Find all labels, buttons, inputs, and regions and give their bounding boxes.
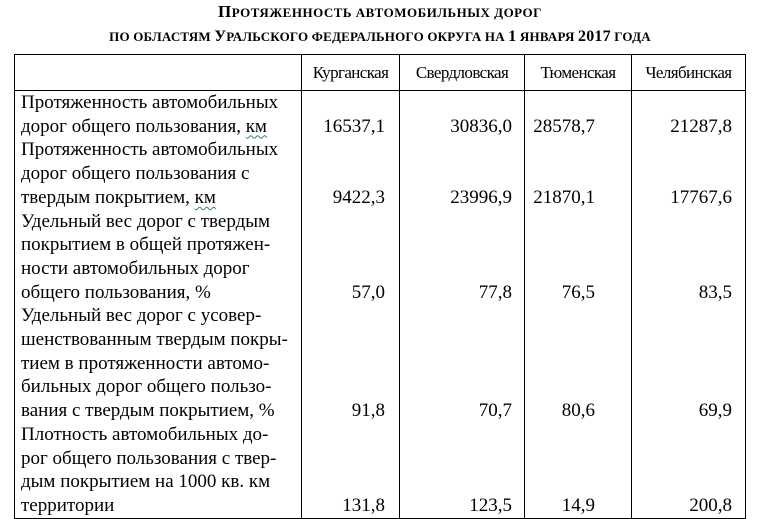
row-label-line: Протяженность автомобильных <box>21 92 279 113</box>
row-label-line: ности автомобильных дорог <box>21 257 250 279</box>
title-part-a: ПО ОБЛАСТЯМ <box>109 29 215 44</box>
row-label-line: бильных дорог общего пользо- <box>21 376 272 398</box>
column-header: Свердловская <box>400 55 525 91</box>
row-unit: км <box>194 186 216 208</box>
row-label-line: шенствованным твердым покры- <box>21 329 288 351</box>
table-cell: 91,8 <box>302 304 400 423</box>
table-cell: 28578,7 <box>525 91 632 139</box>
row-label-line: дым покрытием на 1000 кв. км <box>21 471 271 493</box>
row-label <box>15 91 302 139</box>
table-row <box>15 91 746 139</box>
table-cell: 77,8 <box>400 210 525 305</box>
table-row <box>15 210 746 305</box>
table-cell: 23996,9 <box>400 138 525 209</box>
title-month: ЯНВАРЯ <box>516 29 579 44</box>
row-label-line: Удельный вес дорог с твердым <box>21 210 271 232</box>
title-day: 1 <box>508 28 517 45</box>
row-label-text: территории <box>21 494 115 516</box>
table-body <box>15 91 746 519</box>
table-cell: 69,9 <box>632 304 746 423</box>
title-year: 2017 <box>578 28 611 45</box>
title-end: ГОДА <box>610 29 651 44</box>
table-cell: 16537,1 <box>302 91 400 139</box>
table-cell: 17767,6 <box>632 138 746 209</box>
row-label-line <box>21 115 299 139</box>
table-cell: 131,8 <box>302 423 400 518</box>
title-initial: П <box>218 2 232 21</box>
row-label-line: Плотность автомобильных до- <box>21 423 269 445</box>
title-line-2 <box>0 25 760 49</box>
row-unit: км <box>245 115 267 137</box>
table-row <box>15 423 746 518</box>
table-cell: 14,9 <box>525 423 632 518</box>
column-header: Тюменская <box>525 55 632 91</box>
title-line-1 <box>0 0 760 25</box>
row-label-line <box>21 494 299 518</box>
row-label-text: общего пользования, % <box>21 281 211 303</box>
table-cell: 30836,0 <box>400 91 525 139</box>
page-title <box>0 0 760 49</box>
row-label-line: рог общего пользования с твер- <box>21 447 277 469</box>
table-row <box>15 304 746 423</box>
row-label-line: Удельный вес дорог с усовер- <box>21 305 262 327</box>
row-label-line: Протяженность автомобильных <box>21 139 279 161</box>
header-corner <box>15 55 302 91</box>
title-rest: РОТЯЖЕННОСТЬ АВТОМОБИЛЬНЫХ ДОРОГ <box>231 5 542 20</box>
row-label <box>15 423 302 518</box>
row-label-line <box>21 281 299 305</box>
table-cell: 80,6 <box>525 304 632 423</box>
table-cell: 70,7 <box>400 304 525 423</box>
row-label-text: твердым покрытием, <box>21 186 195 208</box>
table-cell: 83,5 <box>632 210 746 305</box>
header-row <box>15 55 746 91</box>
column-header: Челябинская <box>632 55 746 91</box>
table-cell: 57,0 <box>302 210 400 305</box>
row-label-line <box>21 399 299 423</box>
table-row <box>15 138 746 209</box>
table-cell: 21287,8 <box>632 91 746 139</box>
row-label-text: вания с твердым покрытием, % <box>21 400 275 422</box>
column-header: Курганская <box>302 55 400 91</box>
row-label-line <box>21 186 299 210</box>
table-cell: 200,8 <box>632 423 746 518</box>
row-label <box>15 138 302 209</box>
table-cell: 76,5 <box>525 210 632 305</box>
table-cell: 123,5 <box>400 423 525 518</box>
row-label <box>15 304 302 423</box>
row-label-line: дорог общего пользования с <box>21 163 250 185</box>
title-initial-u: У <box>214 28 227 45</box>
table-cell: 9422,3 <box>302 138 400 209</box>
data-table <box>14 54 746 519</box>
row-label <box>15 210 302 305</box>
table-cell: 21870,1 <box>525 138 632 209</box>
title-part-b: РАЛЬСКОГО ФЕДЕРАЛЬНОГО ОКРУГА НА <box>226 29 509 44</box>
row-label-text: дорог общего пользования, <box>21 115 246 137</box>
row-label-line: тием в протяженности автомо- <box>21 352 270 374</box>
row-label-line: покрытием в общей протяжен- <box>21 234 271 256</box>
